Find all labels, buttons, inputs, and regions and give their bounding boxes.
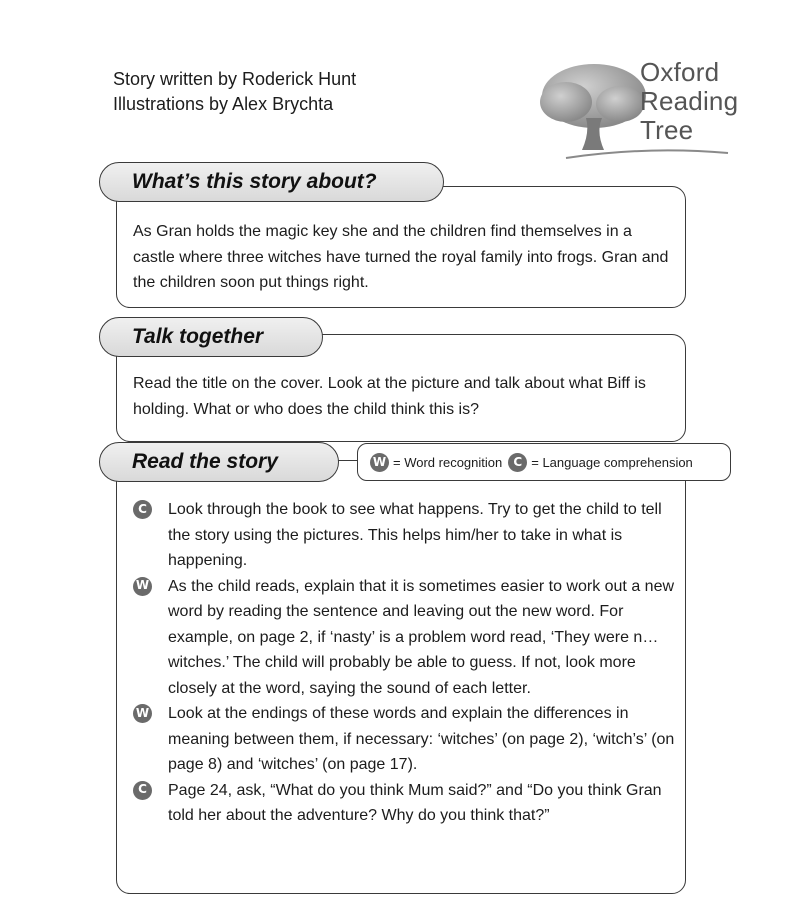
talk-text: Read the title on the cover. Look at the picture and talk about what Biff is holding. What or who does the child think this is? <box>133 375 646 418</box>
logo-line-3: Tree <box>640 115 694 145</box>
list-item <box>133 778 678 829</box>
list-item-text: As the child reads, explain that it is sometimes easier to work out a new word by reading the sentence and leaving out the new word. For example, on page 2, if ‘nasty’ is a problem word read, ‘They were n… witches.’ The child will probably be able to guess. If not, look more closely at the word, saying the sound of each letter. <box>168 577 675 697</box>
logo-line-1: Oxford <box>640 57 720 87</box>
list-item <box>133 497 678 574</box>
read-list <box>133 497 678 829</box>
list-item-text: Look at the endings of these words and explain the differences in meaning between them, if necessary: ‘witches’ (on page 2), ‘witch’s’ (on page 8) and ‘witches’ (on page 17). <box>168 705 675 773</box>
talk-heading: Talk together <box>99 317 323 357</box>
word-recognition-icon: W <box>370 453 389 472</box>
language-comprehension-label: = Language comprehension <box>531 454 693 470</box>
list-item <box>133 574 678 702</box>
logo-wordmark <box>640 58 738 145</box>
word-recognition-icon: W <box>133 577 152 596</box>
list-item-text: Look through the book to see what happens. Try to get the child to tell the story using the pictures. This helps him/her to take in what is happening. <box>168 501 662 569</box>
credits <box>113 67 356 117</box>
about-heading: What’s this story about? <box>99 162 444 202</box>
language-comprehension-icon: C <box>133 500 152 519</box>
legend <box>357 443 731 481</box>
about-text: As Gran holds the magic key she and the children find themselves in a castle where three witches have turned the royal family into frogs. Gran and the children soon put things right. <box>133 223 669 291</box>
illustrator-credit: Illustrations by Alex Brychta <box>113 94 334 114</box>
word-recognition-label: = Word recognition <box>393 454 503 470</box>
word-recognition-icon: W <box>133 704 152 723</box>
logo-line-2: Reading <box>640 86 739 116</box>
language-comprehension-icon: C <box>133 781 152 800</box>
list-item <box>133 701 678 778</box>
language-comprehension-icon: C <box>508 453 527 472</box>
author-credit: Story written by Roderick Hunt <box>113 69 357 89</box>
list-item-text: Page 24, ask, “What do you think Mum said?” and “Do you think Gran told her about the adventure? Why do you think that?” <box>168 781 662 824</box>
read-heading: Read the story <box>99 442 339 482</box>
